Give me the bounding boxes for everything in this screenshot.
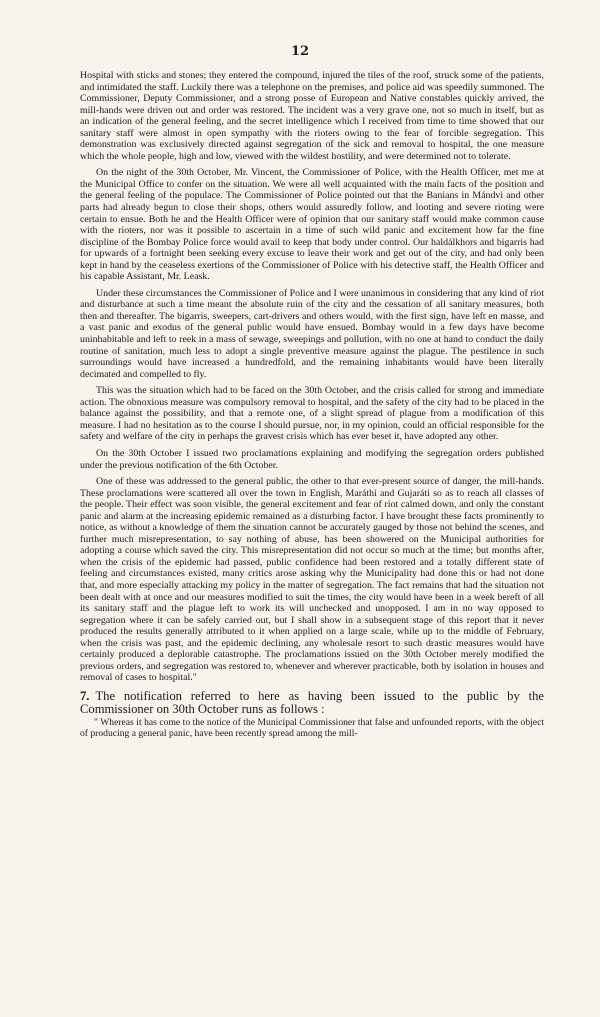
page-number: 12	[290, 44, 310, 59]
paragraph-continuation: Hospital with sticks and stones; they entered the compound, injured the tiles of the roof, struck some of the patients, and intimidated the staff. Luckily there was a telephone on the premises, and police aid was speedily summoned. The Commissioner, Deputy Commissioner, and a strong posse of European and Native constables quickly arrived, the mill-hands were driven out and order was restored. The incident was a very grave one, not so much in itself, but as an indication of the general feeling, and the secret intelligence which I received from time to time showed that our sanitary staff were almost in open sympathy with the rioters owing to the fear of forcible segregation. This demonstration was exclusively directed against segregation of the sick and removal to hospital, the one measure which the whole people, high and low, viewed with the wildest hostility, and were determined not to tolerate.	[80, 70, 544, 162]
paragraph-one-of-these: One of these was addressed to the general public, the other to that ever-present source of danger, the mill-hands. These proclamations were scattered all over the town in English, Maráthi and Gujaráti so as to reach all classes of the people. Their effect was soon visible, the general excitement and fear of riot calmed down, and only the constant panic and alarm at the increasing epidemic remained as a disturbing factor. I have brought these facts prominently to notice, as without a knowledge of them the situation cannot be accurately gauged by those not behind the scenes, and further much misrepresentation, to say nothing of abuse, has been showered on the Municipal authorities for adopting a course which saved the city. This misrepresentation did not occur so much at the time; but months after, when the crisis of the epidemic had passed, public confidence had been restored and a totally different state of feeling and circumstances existed, many critics arose asking why the Municipality had done this or had not done that, and more especially attacking my policy in the matter of segregation. The fact remains that had the situation not been dealt with at once and our measures modified to suit the times, the city would have been in a week bereft of all its sanitary staff and the plague left to work its will unchecked and unopposed. I am in no way opposed to segregation where it can be safely carried out, but I shall show in a subsequent stage of this report that it never produced the results generally attributed to it when applied on a large scale, while up to the middle of February, when the crisis was past, and the epidemic declining, any wholesale resort to such drastic measures would have certainly produced a deplorable catastrophe. The proclamations issued on the 30th October merely modified the previous orders, and segregation was restored to, whenever and wherever practicable, both by isolation in houses and removal of cases to hospital."	[80, 476, 544, 684]
notification-quote: " Whereas it has come to the notice of the Municipal Commissioner that false and unfounded reports, with the object of producing a general panic, have been recently spread among the mill-	[80, 716, 544, 739]
paragraph-under-these-circumstances: Under these circumstances the Commissioner of Police and I were unanimous in considering that any kind of riot and disturbance at such a time meant the absolute ruin of the city and the cessation of all sanitary measures, both then and thereafter. The bigarris, sweepers, cart-drivers and others would, with the first sign, have left en masse, and a vast panic and exodus of the general public would have ensued. Bombay would in a few days have become uninhabitable and left to reek in a mass of sewage, sweepings and pollution, with no one at hand to conduct the daily routine of sanitation, much less to adopt a single preventive measure against the plague. The pestilence in such surroundings would have increased a hundredfold, and the remaining inhabitants would have been literally decimated and compelled to fly.	[80, 287, 544, 380]
section-heading	[80, 690, 544, 717]
section-number: 7.	[80, 688, 90, 703]
section-heading-text: The notification referred to here as having been issued to the public by the Commissioner on 30th October runs as follows :	[80, 688, 544, 717]
paragraph-the-situation: This was the situation which had to be faced on the 30th October, and the crisis called for strong and immediate action. The obnoxious measure was compulsory removal to hospital, and the safety of the city had to be placed in the balance against the possibility, and that a remote one, of a slight spread of plague from a modification of this measure. I had no hesitation as to the course I should pursue, nor, in my opinion, could an official responsible for the safety and welfare of the city in perhaps the gravest crisis which has ever beset it, have adopted any other.	[80, 385, 544, 443]
body-text	[80, 70, 544, 739]
paragraph-two-proclamations: On the 30th October I issued two proclamations explaining and modifying the segregation orders published under the previous notification of the 6th October.	[80, 447, 544, 471]
paragraph-night-of-30th-october: On the night of the 30th October, Mr. Vincent, the Commissioner of Police, with the Health Officer, met me at the Municipal Office to confer on the situation. We were all well acquainted with the main facts of the position and the general feeling of the populace. The Commissioner of Police pointed out that the Banians in Mándvi and other parts had already begun to close their shops, others would assuredly follow, and looting and severe rioting were certain to ensue. Both he and the Health Officer were of opinion that our sanitary staff would make common cause with the rioters, nor was it possible to ascertain in a time of such wild panic and excitement how far the fine discipline of the Bombay Police force would avail to keep that body under control. Our haldálkhors and bigarris had for upwards of a fortnight been seeking every excuse to leave their work and get out of the city, and had only been kept in hand by the ceaseless exertions of the Commissioner of Police with his detective staff, the Health Officer and his capable Assistant, Mr. Leask.	[80, 167, 544, 283]
